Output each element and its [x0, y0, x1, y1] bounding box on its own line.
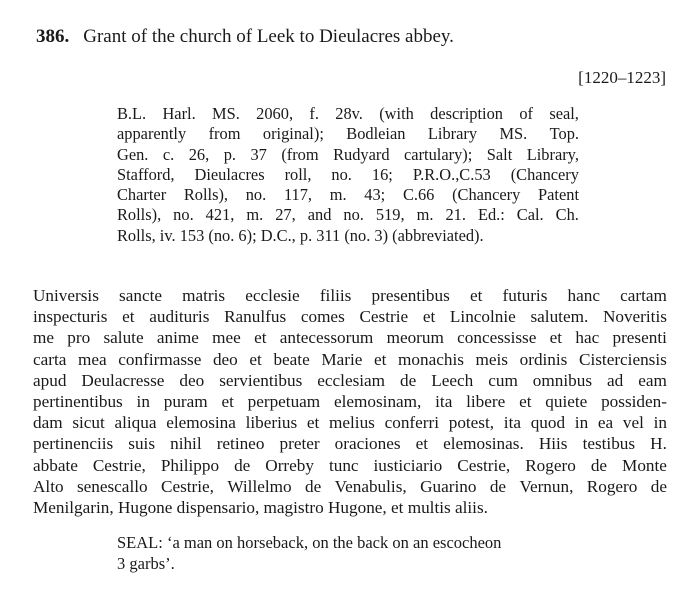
sources-line-text: Rolls), no. 421, m. 27, and no. 519, m. 21. Ed.: Cal. Ch.: [117, 205, 579, 225]
sources-line: [117, 145, 579, 165]
charter-text-line: Alto senescallo Cestrie, Willelmo de Venabulis, Guarino de Vernun, Rogero de: [33, 476, 667, 496]
charter-text-line: me pro salute anime mee et antecessorum meorum concessisse et hac presenti: [33, 328, 667, 348]
sources-line: [117, 226, 579, 246]
sources-line: [117, 104, 579, 124]
charter-text-line: abbate Cestrie, Philippo de Orreby tunc iusticiario Cestrie, Rogero de Monte: [33, 455, 667, 475]
sources-line-text: Stafford, Dieulacres roll, no. 16; P.R.O.,C.53 (Chancery: [117, 164, 579, 184]
seal-description: [117, 532, 587, 574]
charter-heading: [36, 26, 454, 48]
charter-text-line: Menilgarin, Hugone dispensario, magistro Hugone, et multis aliis.: [33, 498, 488, 518]
charter-number: 386.: [36, 26, 70, 47]
charter-text: [33, 285, 667, 518]
charter-text-line: pertinentibus in puram et perpetuam elemosinam, ita libere et quiete possiden-: [33, 392, 667, 412]
sources-line-text: Charter Rolls), no. 117, m. 43; C.66 (Chancery Patent: [117, 185, 579, 205]
seal-line: SEAL: ‘a man on horseback, on the back on an escocheon: [117, 533, 502, 552]
sources-line: [117, 124, 579, 144]
sources-line-text: apparently from original); Bodleian Library MS. Top.: [117, 124, 579, 144]
charter-date: [1220–1223]: [578, 68, 666, 87]
sources-line: [117, 185, 579, 205]
charter-text-line: Universis sancte matris ecclesie filiis presentibus et futuris hanc cartam: [33, 286, 667, 305]
sources-line: [117, 165, 579, 185]
charter-text-line: pertinenciis suis nihil retineo preter oraciones et elemosinas. Hiis testibus H.: [33, 434, 667, 454]
sources-paragraph: [117, 104, 579, 246]
sources-line: [117, 205, 579, 225]
seal-line: 3 garbs’.: [117, 554, 175, 573]
sources-line-text: Gen. c. 26, p. 37 (from Rudyard cartulary); Salt Library,: [117, 144, 579, 164]
sources-line-text: Rolls, iv. 153 (no. 6); D.C., p. 311 (no. 3) (abbreviated).: [117, 225, 484, 245]
charter-text-line: apud Deulacresse deo servientibus ecclesiam de Leech cum omnibus ad eam: [33, 370, 667, 390]
charter-title: Grant of the church of Leek to Dieulacres abbey.: [83, 26, 454, 47]
sources-line-text: B.L. Harl. MS. 2060, f. 28v. (with description of seal,: [117, 104, 579, 123]
charter-text-line: carta mea confirmasse deo et beate Marie et monachis meis ordinis Cisterciensis: [33, 349, 667, 369]
charter-text-line: dam sicut aliqua elemosina liberius et melius conferri potest, ita quod in ea vel in: [33, 413, 667, 433]
charter-text-line: inspecturis et audituris Ranulfus comes Cestrie et Lincolnie salutem. Noveritis: [33, 307, 667, 327]
